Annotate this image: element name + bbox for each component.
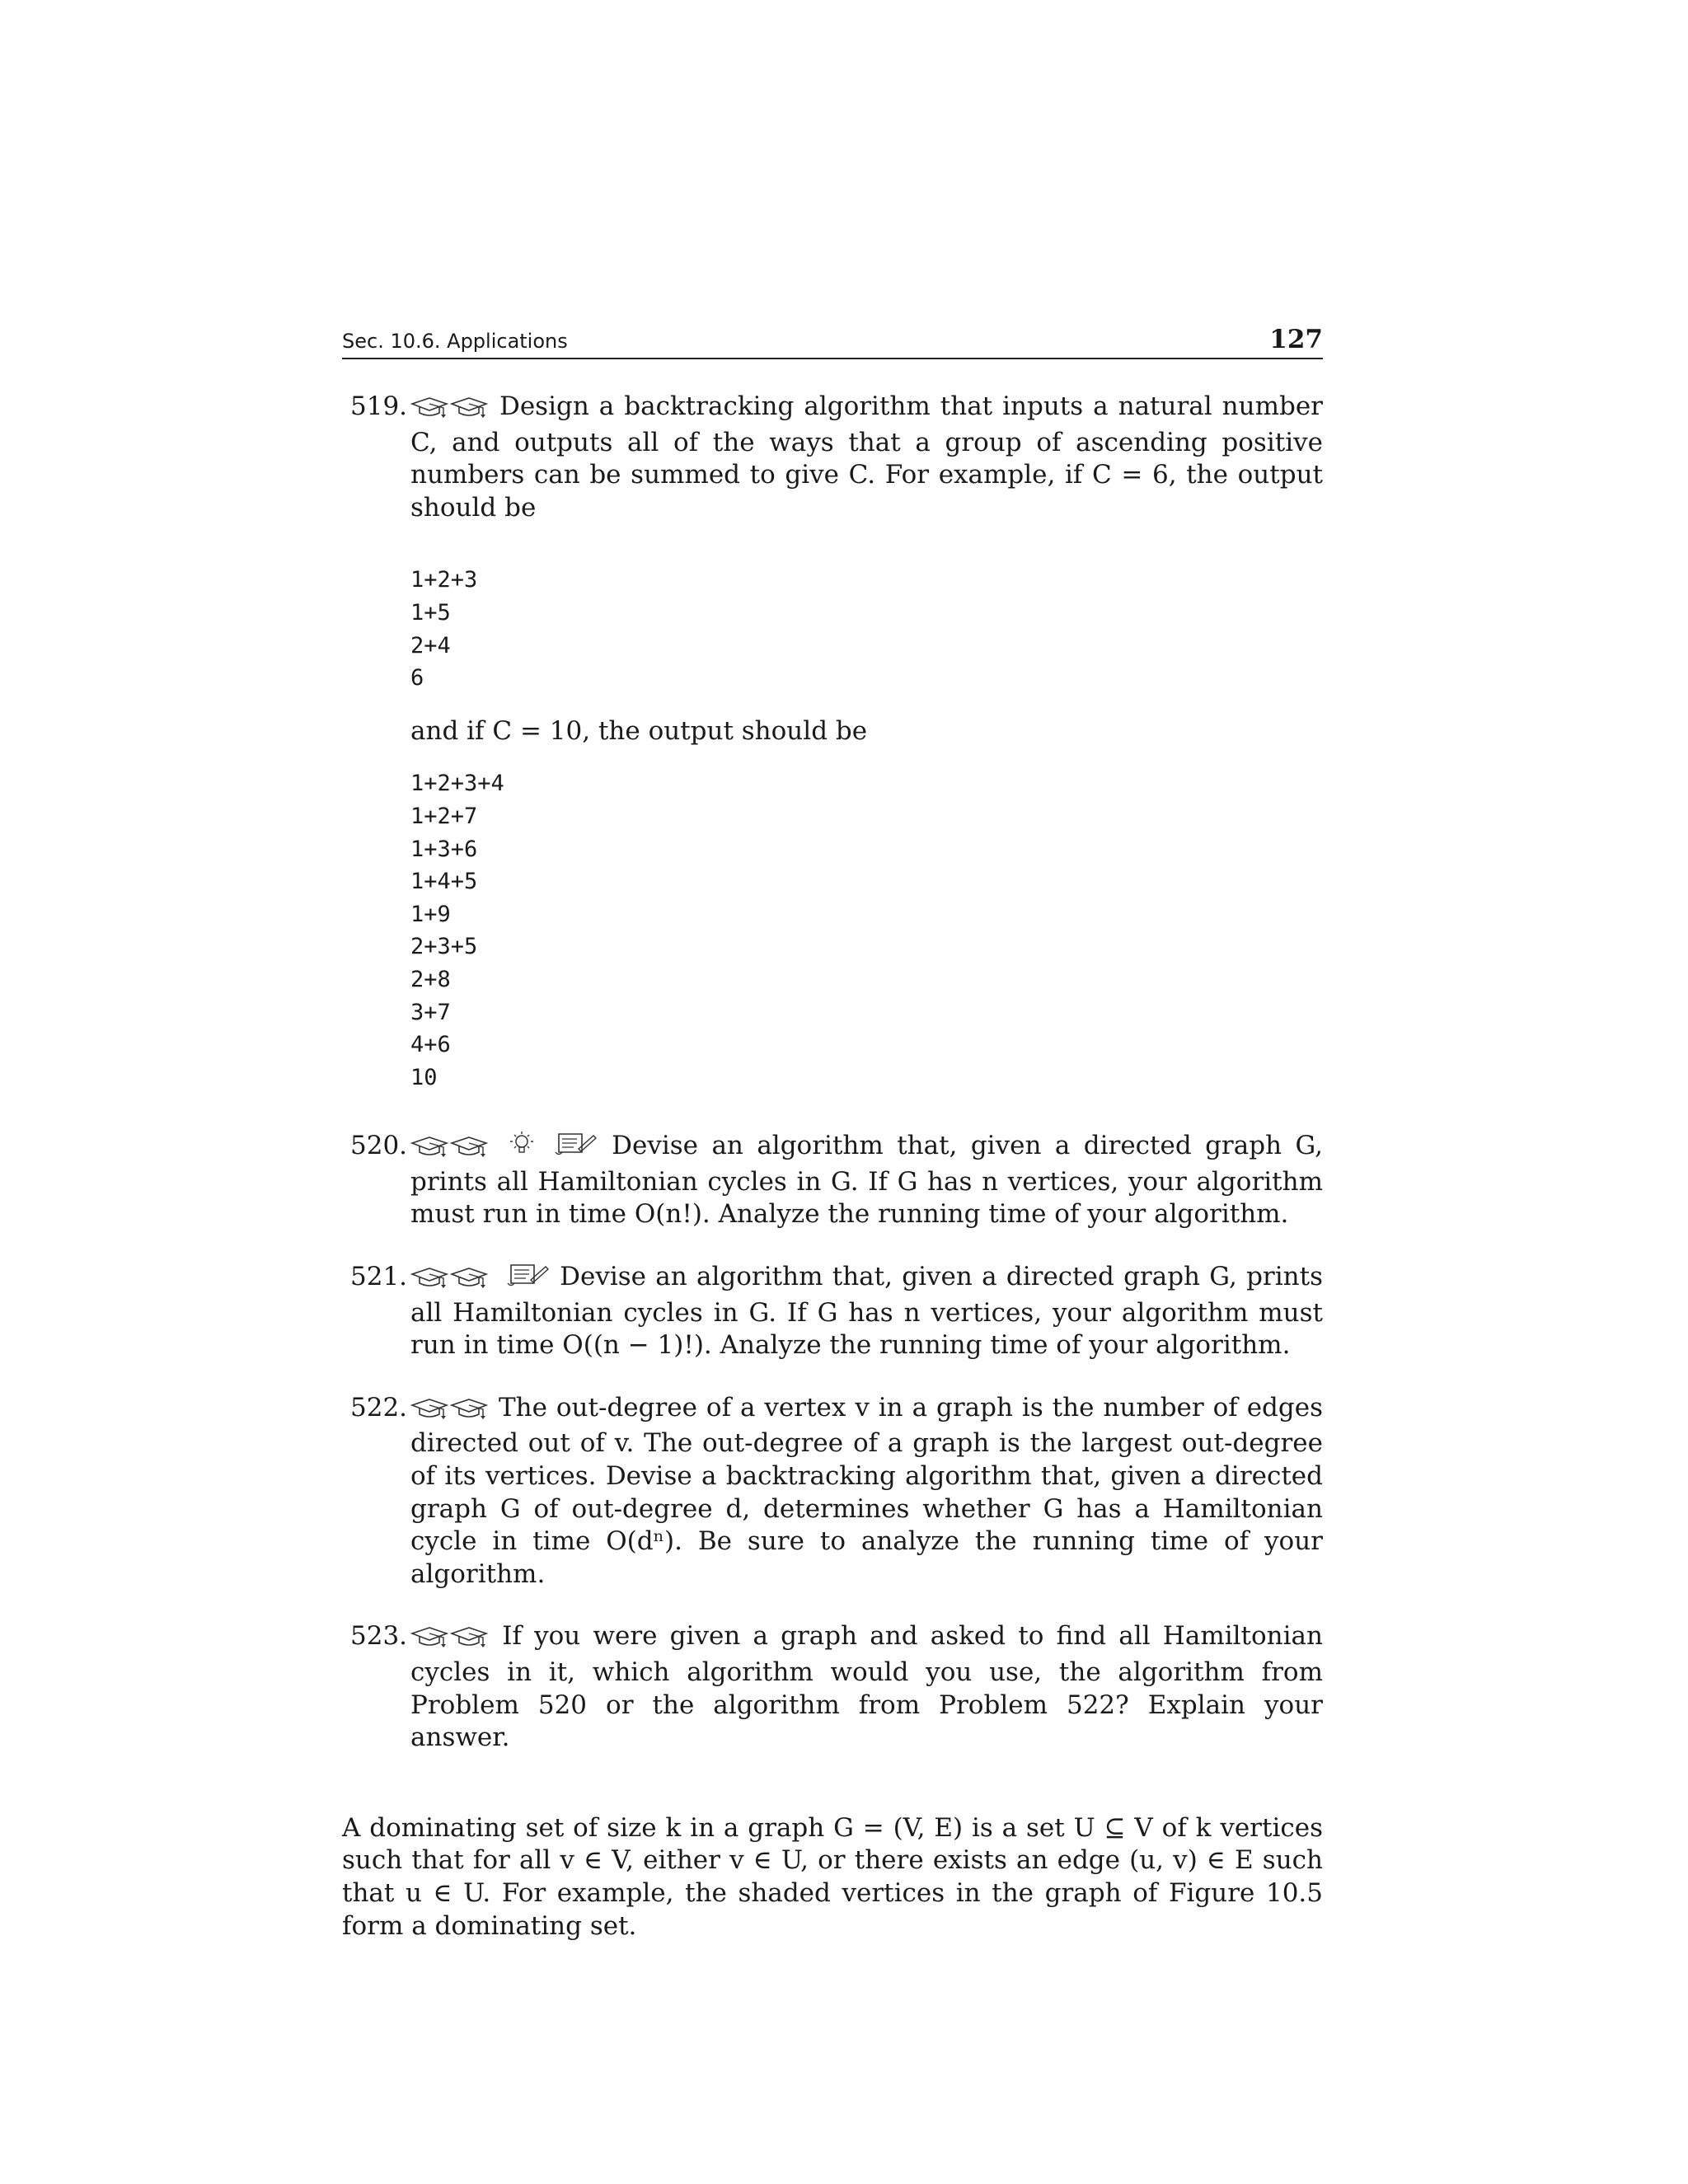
page: [342, 321, 1323, 1943]
code-line: 2+3+5: [410, 934, 478, 960]
problem-number: 521.: [350, 1262, 408, 1292]
problem-number: 523.: [350, 1621, 408, 1652]
mortarboard-icon: [410, 1398, 448, 1419]
problem-519: [342, 391, 1323, 1094]
problem-text: The out-degree of a vertex v in a graph is the number of edges directed out of v. The out-degree of a graph is the largest out-degree of its vertices. Devise a backtracking algorithm that, given a directed graph G of out-degree d, determines whether G has a Hamiltonian cycle in time O(dⁿ). Be sure to analyze the running time of your algorithm.: [410, 1392, 1324, 1589]
mortarboard-icon: [410, 396, 448, 418]
mortarboard-icon: [450, 1267, 488, 1288]
problem-text: Devise an algorithm that, given a directed graph G, prints all Hamiltonian cycles in G. If G has n vertices, your algorithm must run in time O((n − 1)!). Analyze the running time of your algorithm.: [410, 1262, 1323, 1361]
section-title: Sec. 10.6. Applications: [342, 330, 568, 353]
code-block-c10: [410, 767, 1323, 1094]
code-line: 2+4: [410, 632, 451, 658]
problem-522: [342, 1392, 1323, 1591]
dominating-set-paragraph: A dominating set of size k in a graph G = (V, E) is a set U ⊆ V of k vertices such that for all v ∈ V, either v ∈ U, or there exists an edge (u, v) ∈ E such that u ∈ U. For example, the shaded vertices in the graph of Figure 10.5 form a dominating set.: [342, 1812, 1323, 1941]
problem-text: If you were given a graph and asked to find all Hamiltonian cycles in it, which algorithm would you use, the algorithm from Problem 520 or the algorithm from Problem 522? Explain your answer.: [410, 1621, 1323, 1753]
code-line: 4+6: [410, 1032, 451, 1058]
page-number: 127: [1269, 325, 1323, 354]
problem-number: 520.: [350, 1131, 408, 1161]
scroll-icon: [506, 1262, 549, 1288]
problem-number: 519.: [350, 391, 408, 421]
mortarboard-icon: [450, 396, 488, 418]
problem-text: Design a backtracking algorithm that inputs a natural number C, and outputs all of the ways that a group of ascending positive numbers can be summed to give C. For example, if C = 6, the output should be: [410, 391, 1323, 523]
code-line: 1+4+5: [410, 869, 478, 895]
mortarboard-icon: [410, 1136, 448, 1157]
problem-number: 522.: [350, 1392, 408, 1422]
code-line: 1+9: [410, 901, 451, 927]
code-line: 1+5: [410, 599, 451, 626]
problem-text-continued: and if C = 10, the output should be: [410, 715, 868, 746]
code-line: 1+2+7: [410, 803, 478, 829]
code-line: 1+2+3+4: [410, 771, 504, 797]
problem-520: [342, 1130, 1323, 1231]
problem-521: [342, 1261, 1323, 1362]
lightbulb-icon: [509, 1131, 534, 1157]
problem-523: [342, 1620, 1323, 1754]
mortarboard-icon: [410, 1267, 448, 1288]
code-line: 3+7: [410, 999, 451, 1025]
scroll-icon: [554, 1131, 597, 1157]
code-line: 10: [410, 1064, 438, 1090]
code-line: 1+2+3: [410, 567, 478, 593]
running-header: [342, 321, 1323, 359]
mortarboard-icon: [450, 1136, 488, 1157]
mortarboard-icon: [450, 1398, 488, 1419]
code-line: 1+3+6: [410, 836, 478, 862]
code-line: 6: [410, 665, 424, 691]
mortarboard-icon: [410, 1626, 448, 1647]
problem-text: Devise an algorithm that, given a directed graph G, prints all Hamiltonian cycles in G. If G has n vertices, your algorithm must run in time O(n!). Analyze the running time of your algorithm.: [410, 1131, 1323, 1230]
mortarboard-icon: [450, 1626, 488, 1647]
code-line: 2+8: [410, 966, 451, 992]
code-block-c6: [410, 564, 1323, 694]
